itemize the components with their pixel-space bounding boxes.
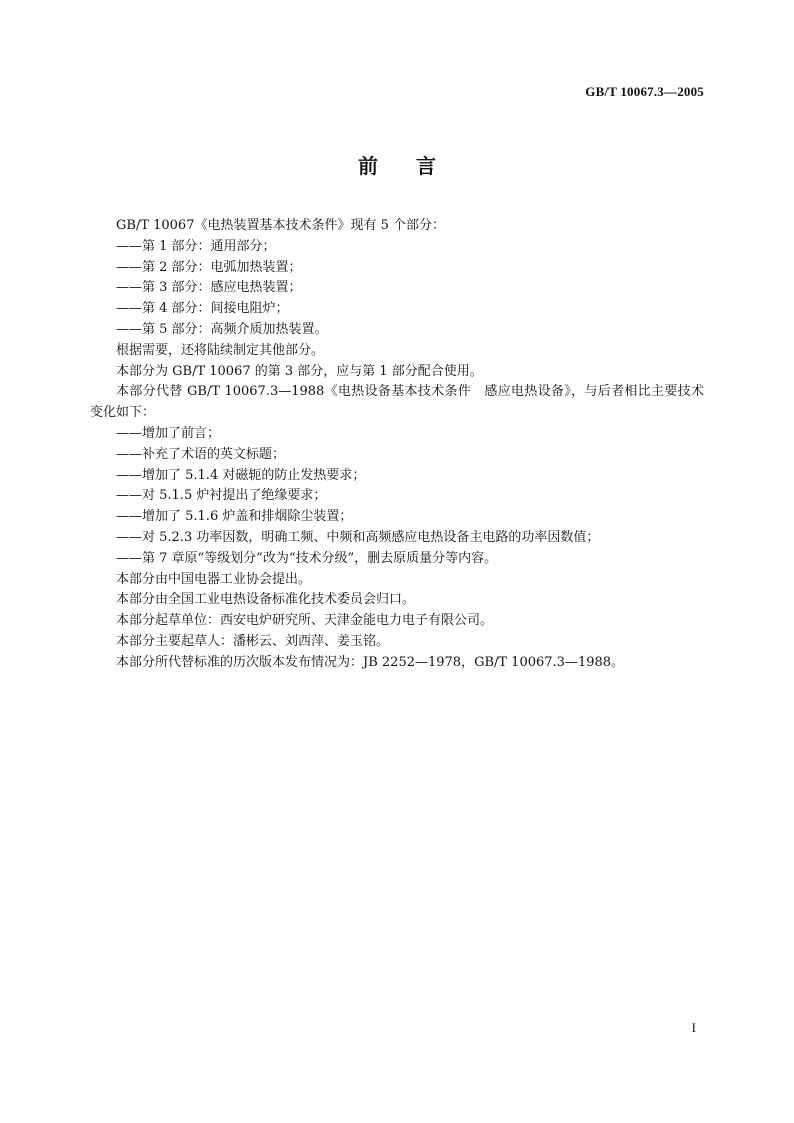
list-item-change-6: ——对 5.2.3 功率因数，明确工频、中频和高频感应电热设备主电路的功率因数值；: [116, 529, 600, 545]
list-item-change-1: ——增加了前言；: [116, 425, 221, 441]
list-item-change-3: ——增加了 5.1.4 对磁轭的防止发热要求；: [116, 467, 366, 483]
paragraph-drafters: 本部分主要起草人：潘彬云、刘西萍、姜玉铭。: [116, 633, 390, 649]
list-item-part-5: ——第 5 部分：高频介质加热装置。: [116, 321, 328, 337]
page-number: I: [691, 1020, 696, 1035]
paragraph-part-relation: 本部分为 GB/T 10067 的第 3 部分，应与第 1 部分配合使用。: [116, 363, 483, 379]
paragraph-proposer: 本部分由中国电器工业协会提出。: [116, 571, 312, 587]
list-item-change-2: ——补充了术语的英文标题；: [116, 446, 286, 462]
paragraph-drafting-units: 本部分起草单位：西安电炉研究所、天津金能电力电子有限公司。: [116, 613, 494, 629]
list-item-change-4: ——对 5.1.5 炉衬提出了绝缘要求；: [116, 488, 327, 504]
list-item-change-5: ——增加了 5.1.6 炉盖和排烟除尘装置；: [116, 509, 353, 525]
list-item-part-3: ——第 3 部分：感应电热装置；: [116, 280, 302, 296]
paragraph-history: 本部分所代替标准的历次版本发布情况为：JB 2252—1978，GB/T 10067.3—1988。: [116, 654, 625, 670]
paragraph-future-parts: 根据需要，还将陆续制定其他部分。: [116, 342, 325, 358]
list-item-part-4: ——第 4 部分：间接电阻炉；: [116, 301, 289, 317]
paragraph-committee: 本部分由全国工业电热设备标准化技术委员会归口。: [116, 592, 416, 608]
page-title: 前言: [358, 154, 474, 178]
standard-code: GB/T 10067.3—2005: [585, 84, 704, 99]
list-item-part-2: ——第 2 部分：电弧加热装置；: [116, 259, 302, 275]
foreword-body: [90, 216, 704, 674]
paragraph-intro: GB/T 10067《电热装置基本技术条件》现有 5 个部分：: [116, 218, 446, 233]
list-item-change-7: ——第 7 章原“等级划分”改为“技术分级”，删去原质量分等内容。: [116, 550, 498, 566]
list-item-part-1: ——第 1 部分：通用部分；: [116, 238, 276, 254]
paragraph-replacement: 本部分代替 GB/T 10067.3—1988《电热设备基本技术条件 感应电热设备》，与后者相比主要技术变化如下：: [90, 384, 704, 421]
